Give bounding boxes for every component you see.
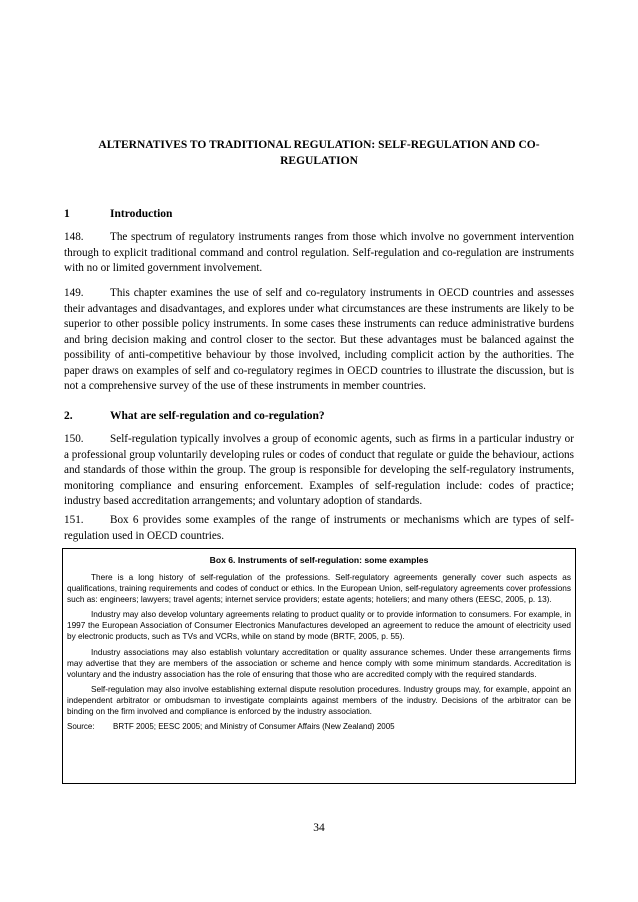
box-paragraph: Self-regulation may also involve establishing external dispute resolution procedures. Industry groups may, for example, appoint an independent arbitrator or ombudsman to investigate complaints against members of the industry. Decisions of the arbitrator can be binding on the firm involved and compliance is enforced by the industry association. (67, 684, 571, 717)
box-title: Box 6. Instruments of self-regulation: some examples (209, 555, 429, 565)
section-2-heading (64, 409, 325, 424)
paragraph-text: The spectrum of regulatory instruments ranges from those which involve no government intervention through to explicit traditional command and control regulation. Self-regulation and co-regulation are instruments with no or limited government involvement. (64, 231, 574, 274)
paragraph-number: 151. (64, 514, 84, 526)
paragraph-text: Self-regulation typically involves a group of economic agents, such as firms in a particular industry or a professional group voluntarily developing rules or codes of conduct that regulate or guide the behaviour, actions and standards of those within the group. The group is responsible for developing the self-regulatory instruments, monitoring compliance and ensuring enforcement. Examples of self-regulation include: codes of practice; industry based accreditation arrangements; and voluntary adoption of standards. (64, 433, 574, 507)
box-source (67, 721, 571, 732)
source-text: BRTF 2005; EESC 2005; and Ministry of Consumer Affairs (New Zealand) 2005 (113, 722, 395, 732)
paragraph-149 (64, 286, 574, 395)
paragraph-text: Box 6 provides some examples of the range of instruments or mechanisms which are types of self-regulation used in OECD countries. (64, 514, 574, 542)
paragraph-number: 148. (64, 231, 84, 243)
paragraph-number: 149. (64, 287, 84, 299)
paragraph-number: 150. (64, 433, 84, 445)
chapter-title: ALTERNATIVES TO TRADITIONAL REGULATION: SELF-REGULATION AND CO-REGULATION (98, 139, 540, 167)
source-label: Source: (67, 722, 95, 732)
section-title: Introduction (110, 208, 173, 220)
page-number: 34 (313, 822, 325, 834)
box-paragraph: There is a long history of self-regulation of the professions. Self-regulatory agreements generally cover such aspects as qualifications, training requirements and codes of conduct or ethics. In the European Union, self-regulatory agreements cover professions such as: engineers; lawyers; travel agents; internet service providers; estate agents; hoteliers; and many others (EESC, 2005, p. 13). (67, 573, 571, 605)
box-paragraph: Industry may also develop voluntary agreements relating to product quality or to provide information to consumers. For example, in 1997 the European Association of Consumer Electronics Manufactures developed an agreement to reduce the amount of electricity used by electronic products, such as TVs and VCRs, while on stand by mode (BRTF, 2005, p. 55). (67, 610, 571, 642)
section-number: 2. (64, 410, 73, 422)
box-paragraph: Industry associations may also establish voluntary accreditation or quality assurance schemes. Under these arrangements firms may advertise that they are members of the association or scheme and hence comply with some minimum standards. Accreditation is voluntary and the industry association has the role of ensuring that those who are accredited comply with the required standards. (67, 647, 571, 679)
paragraph-150 (64, 432, 574, 510)
paragraph-text: This chapter examines the use of self and co-regulatory instruments in OECD countries and assesses their advantages and disadvantages, and explores under what circumstances are these instruments are likely to be superior to other possible policy instruments. In some cases these instruments can reduce administrative burdens and bring decision making and control closer to the sector. But these advantages must be balanced against the possibility of anti-competitive behaviour by those involved, including complicit action by the authorities. The paper draws on examples of self and co-regulatory regimes in OECD countries to illustrate the discussion, but is not a comprehensive survey of the use of these instruments in member countries. (64, 287, 574, 392)
box-6 (62, 548, 576, 784)
paragraph-151 (64, 513, 574, 544)
paragraph-148 (64, 230, 574, 277)
section-number: 1 (64, 208, 70, 220)
section-1-heading (64, 207, 172, 222)
section-title: What are self-regulation and co-regulation? (110, 410, 325, 422)
